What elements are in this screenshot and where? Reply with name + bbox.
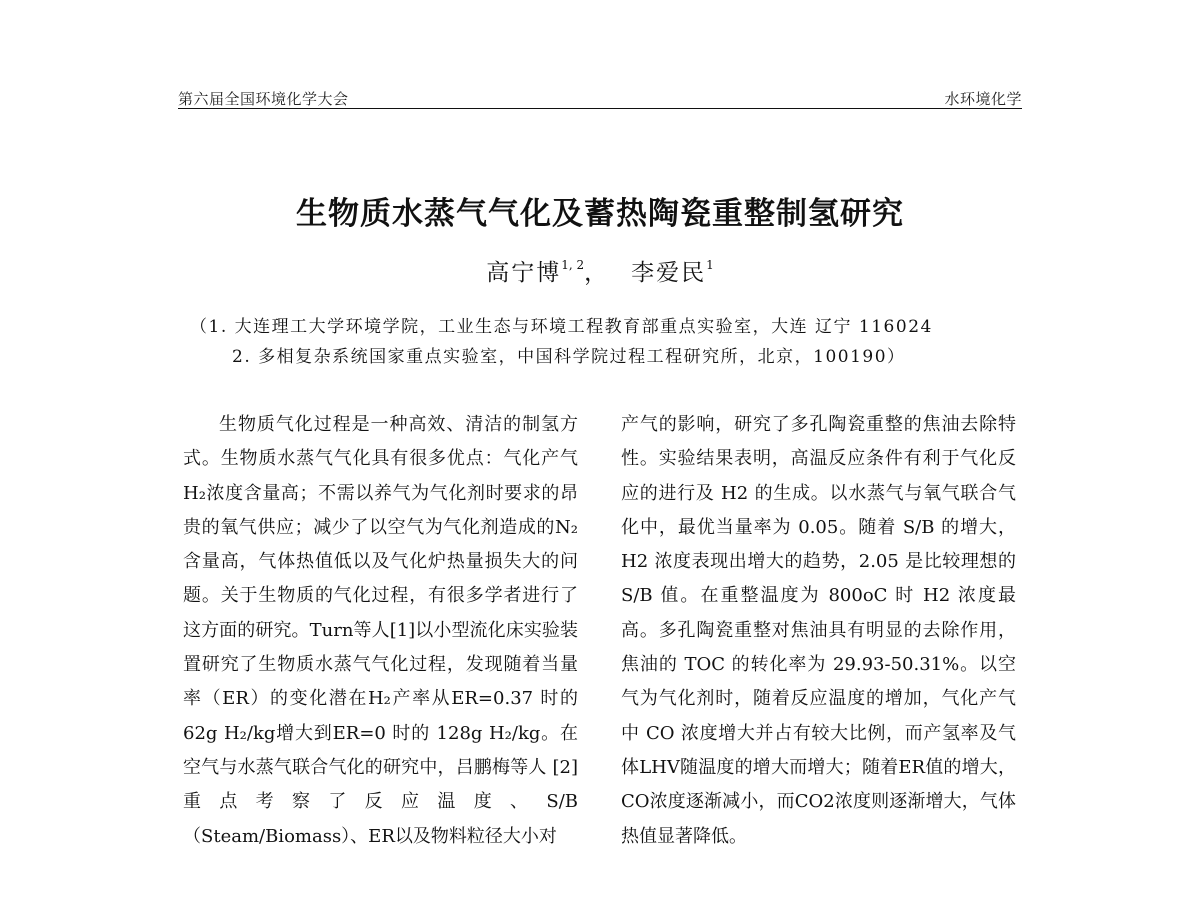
- paper-title: 生物质水蒸气气化及蓄热陶瓷重整制氢研究: [296, 196, 904, 232]
- affiliation-2: 2. 多相复杂系统国家重点实验室，中国科学院过程工程研究所，北京，100190）: [232, 347, 906, 367]
- body-column-left: [183, 408, 578, 854]
- author-name: 高宁博: [486, 260, 562, 286]
- body-column-right: [621, 408, 1016, 854]
- running-header-right: 水环境化学: [944, 90, 1022, 108]
- author-name: 李爱民: [631, 260, 707, 286]
- affiliation-1: （1. 大连理工大学环境学院，工业生态与环境工程教育部重点实验室，大连 辽宁 116024: [190, 317, 933, 337]
- author-affiliation-mark: 1, 2: [561, 258, 585, 272]
- body-paragraph: 生物质气化过程是一种高效、清洁的制氢方式。生物质水蒸气气化具有很多优点：气化产气H₂浓度含量高；不需以养气为气化剂时要求的昂贵的氧气供应；减少了以空气为气化剂造成的N₂含量高，气体热值低以及气化炉热量损失大的问题。关于生物质的气化过程，有很多学者进行了这方面的研究。Turn等人[1]以小型流化床实验装置研究了生物质水蒸气气化过程，发现随着当量率（ER）的变化潜在H₂产率从ER=0.37 时的62g H₂/kg增大到ER=0 时的 128g H₂/kg。在空气与水蒸气联合气化的研究中，吕鹏梅等人 [2] 重点考察了反应温度、S/B（Steam/Biomass）、ER以及物料粒径大小对: [183, 414, 578, 847]
- header-rule: [178, 108, 1022, 109]
- author-separator: ，: [584, 260, 610, 286]
- author-affiliation-mark: 1: [706, 258, 714, 272]
- body-paragraph: 产气的影响，研究了多孔陶瓷重整的焦油去除特性。实验结果表明，高温反应条件有利于气化反应的进行及 H2 的生成。以水蒸气与氧气联合气化中，最优当量率为 0.05。随着 S/B 的增大，H2 浓度表现出增大的趋势，2.05 是比较理想的 S/B 值。在重整温度为 800oC 时 H2 浓度最高。多孔陶瓷重整对焦油具有明显的去除作用，焦油的 TOC 的转化率为 29.93-50.31%。以空气为气化剂时，随着反应温度的增加，气化产气中 CO 浓度增大并占有较大比例，而产氢率及气体LHV随温度的增大而增大；随着ER值的增大，CO浓度逐渐减小，而CO2浓度则逐渐增大，气体热值显著降低。: [621, 414, 1016, 847]
- author-list: [0, 254, 1200, 287]
- running-header-left: 第六届全国环境化学大会: [178, 90, 349, 108]
